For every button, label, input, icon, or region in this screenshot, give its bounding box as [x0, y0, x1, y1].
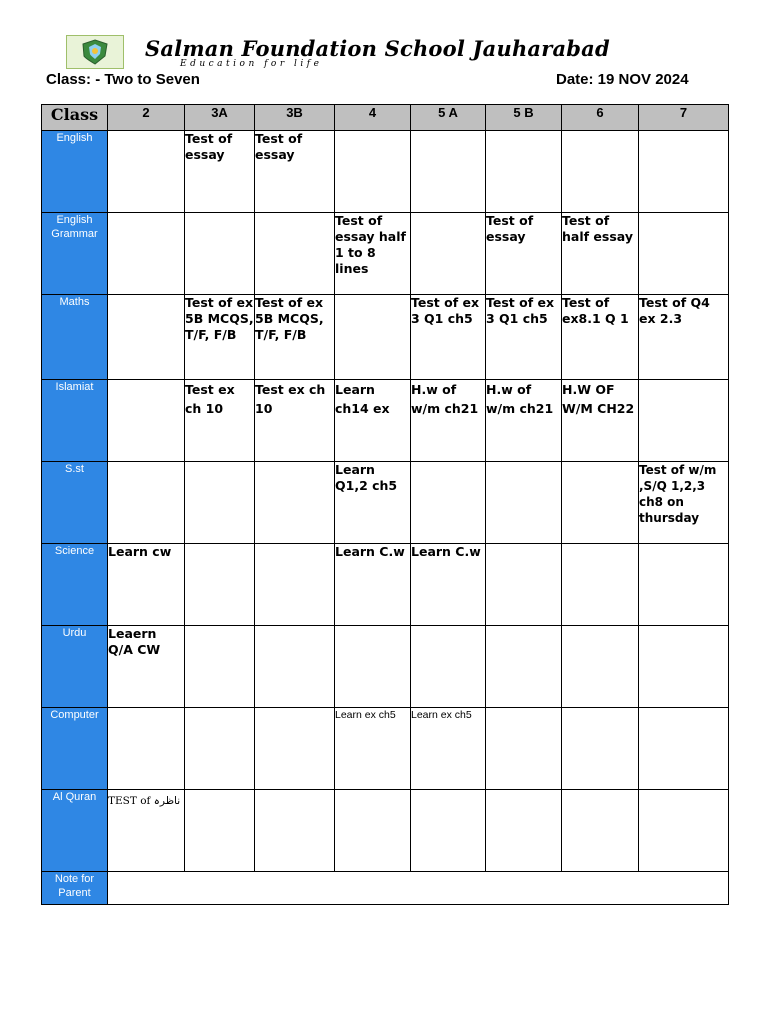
table-cell: Learn ex ch5: [335, 708, 411, 790]
note-for-parent-value: [108, 872, 729, 905]
table-cell: Test of w/m ,S/Q 1,2,3 ch8 on thursday: [639, 462, 729, 544]
table-cell: [411, 790, 486, 872]
table-cell: Test of half essay: [562, 213, 639, 295]
shield-logo-icon: [75, 38, 115, 66]
table-cell: Learn cw: [108, 544, 185, 626]
table-cell: [255, 626, 335, 708]
table-cell: [335, 626, 411, 708]
subject-label: English: [42, 131, 108, 213]
school-name: Salman Foundation School Jauharabad: [145, 36, 610, 61]
table-cell: [562, 544, 639, 626]
column-header: 4: [335, 105, 411, 131]
table-cell: [255, 708, 335, 790]
table-cell: Test of ex8.1 Q 1: [562, 295, 639, 380]
subject-label: Islamiat: [42, 380, 108, 462]
table-cell: [562, 790, 639, 872]
note-row: [42, 872, 729, 905]
table-cell: [486, 131, 562, 213]
table-cell: [639, 790, 729, 872]
table-cell: Test of ex 5B MCQS, T/F, F/B: [185, 295, 255, 380]
table-row: [42, 708, 729, 790]
subject-label: Al Quran: [42, 790, 108, 872]
table-cell: TEST of ناظرہ: [108, 790, 185, 872]
column-header: 6: [562, 105, 639, 131]
subject-label: Urdu: [42, 626, 108, 708]
table-cell: Test of ex 5B MCQS, T/F, F/B: [255, 295, 335, 380]
table-cell: [486, 790, 562, 872]
table-cell: [335, 790, 411, 872]
table-cell: Learn C.w: [411, 544, 486, 626]
school-tagline: Education for life: [180, 59, 323, 69]
table-cell: [562, 626, 639, 708]
table-cell: Test of ex 3 Q1 ch5: [411, 295, 486, 380]
column-header: 3A: [185, 105, 255, 131]
table-row: [42, 380, 729, 462]
table-cell: [255, 213, 335, 295]
table-cell: Learn ex ch5: [411, 708, 486, 790]
table-row: [42, 544, 729, 626]
column-header: 3B: [255, 105, 335, 131]
table-row: [42, 295, 729, 380]
table-cell: [108, 462, 185, 544]
table-cell: [108, 708, 185, 790]
table-row: [42, 131, 729, 213]
table-cell: Test of essay half 1 to 8 lines: [335, 213, 411, 295]
subject-label: English Grammar: [42, 213, 108, 295]
table-cell: Learn C.w: [335, 544, 411, 626]
table-cell: H.w of w/m ch21: [486, 380, 562, 462]
table-cell: [335, 295, 411, 380]
table-cell: [255, 462, 335, 544]
table-cell: [562, 462, 639, 544]
table-cell: [486, 626, 562, 708]
table-cell: [486, 462, 562, 544]
table-cell: Learn Q1,2 ch5: [335, 462, 411, 544]
note-for-parent-label: Note for Parent: [42, 872, 108, 905]
table-cell: [639, 544, 729, 626]
table-cell: Test of ex 3 Q1 ch5: [486, 295, 562, 380]
table-row: [42, 462, 729, 544]
table-cell: [335, 131, 411, 213]
table-cell: [639, 131, 729, 213]
table-cell: [639, 626, 729, 708]
table-cell: [411, 213, 486, 295]
class-range-label: Class: - Two to Seven: [46, 71, 200, 88]
table-cell: H.W OF W/M CH22: [562, 380, 639, 462]
subject-label: Science: [42, 544, 108, 626]
table-cell: [185, 626, 255, 708]
table-cell: [185, 790, 255, 872]
subject-label: Maths: [42, 295, 108, 380]
table-cell: [639, 213, 729, 295]
table-cell: [185, 462, 255, 544]
table-cell: H.w of w/m ch21: [411, 380, 486, 462]
table-cell: Test of essay: [255, 131, 335, 213]
table-cell: [639, 380, 729, 462]
table-cell: Test ex ch 10: [185, 380, 255, 462]
subject-label: S.st: [42, 462, 108, 544]
table-cell: Learn ch14 ex: [335, 380, 411, 462]
table-cell: [486, 544, 562, 626]
table-cell: Leaern Q/A CW: [108, 626, 185, 708]
table-cell: [411, 462, 486, 544]
table-cell: [411, 626, 486, 708]
column-header: Class: [42, 105, 108, 131]
table-cell: Test of Q4 ex 2.3: [639, 295, 729, 380]
table-cell: [411, 131, 486, 213]
date-label: Date: 19 NOV 2024: [556, 71, 689, 88]
table-cell: [108, 131, 185, 213]
page-header: [0, 0, 768, 100]
table-cell: [255, 790, 335, 872]
table-cell: [255, 544, 335, 626]
homework-schedule-table: [41, 104, 729, 905]
column-header: 7: [639, 105, 729, 131]
table-row: [42, 790, 729, 872]
table-cell: [108, 213, 185, 295]
table-cell: [185, 544, 255, 626]
table-cell: [639, 708, 729, 790]
table-cell: [486, 708, 562, 790]
table-cell: Test ex ch 10: [255, 380, 335, 462]
table-cell: Test of essay: [486, 213, 562, 295]
table-cell: [562, 131, 639, 213]
school-logo: [66, 35, 124, 69]
header-row: [42, 105, 729, 131]
column-header: 5 A: [411, 105, 486, 131]
table-row: [42, 626, 729, 708]
subject-label: Computer: [42, 708, 108, 790]
table-cell: [108, 380, 185, 462]
table-cell: Test of essay: [185, 131, 255, 213]
column-header: 2: [108, 105, 185, 131]
table-cell: [108, 295, 185, 380]
table-row: [42, 213, 729, 295]
table-cell: [185, 213, 255, 295]
column-header: 5 B: [486, 105, 562, 131]
table-cell: [562, 708, 639, 790]
table-cell: [185, 708, 255, 790]
